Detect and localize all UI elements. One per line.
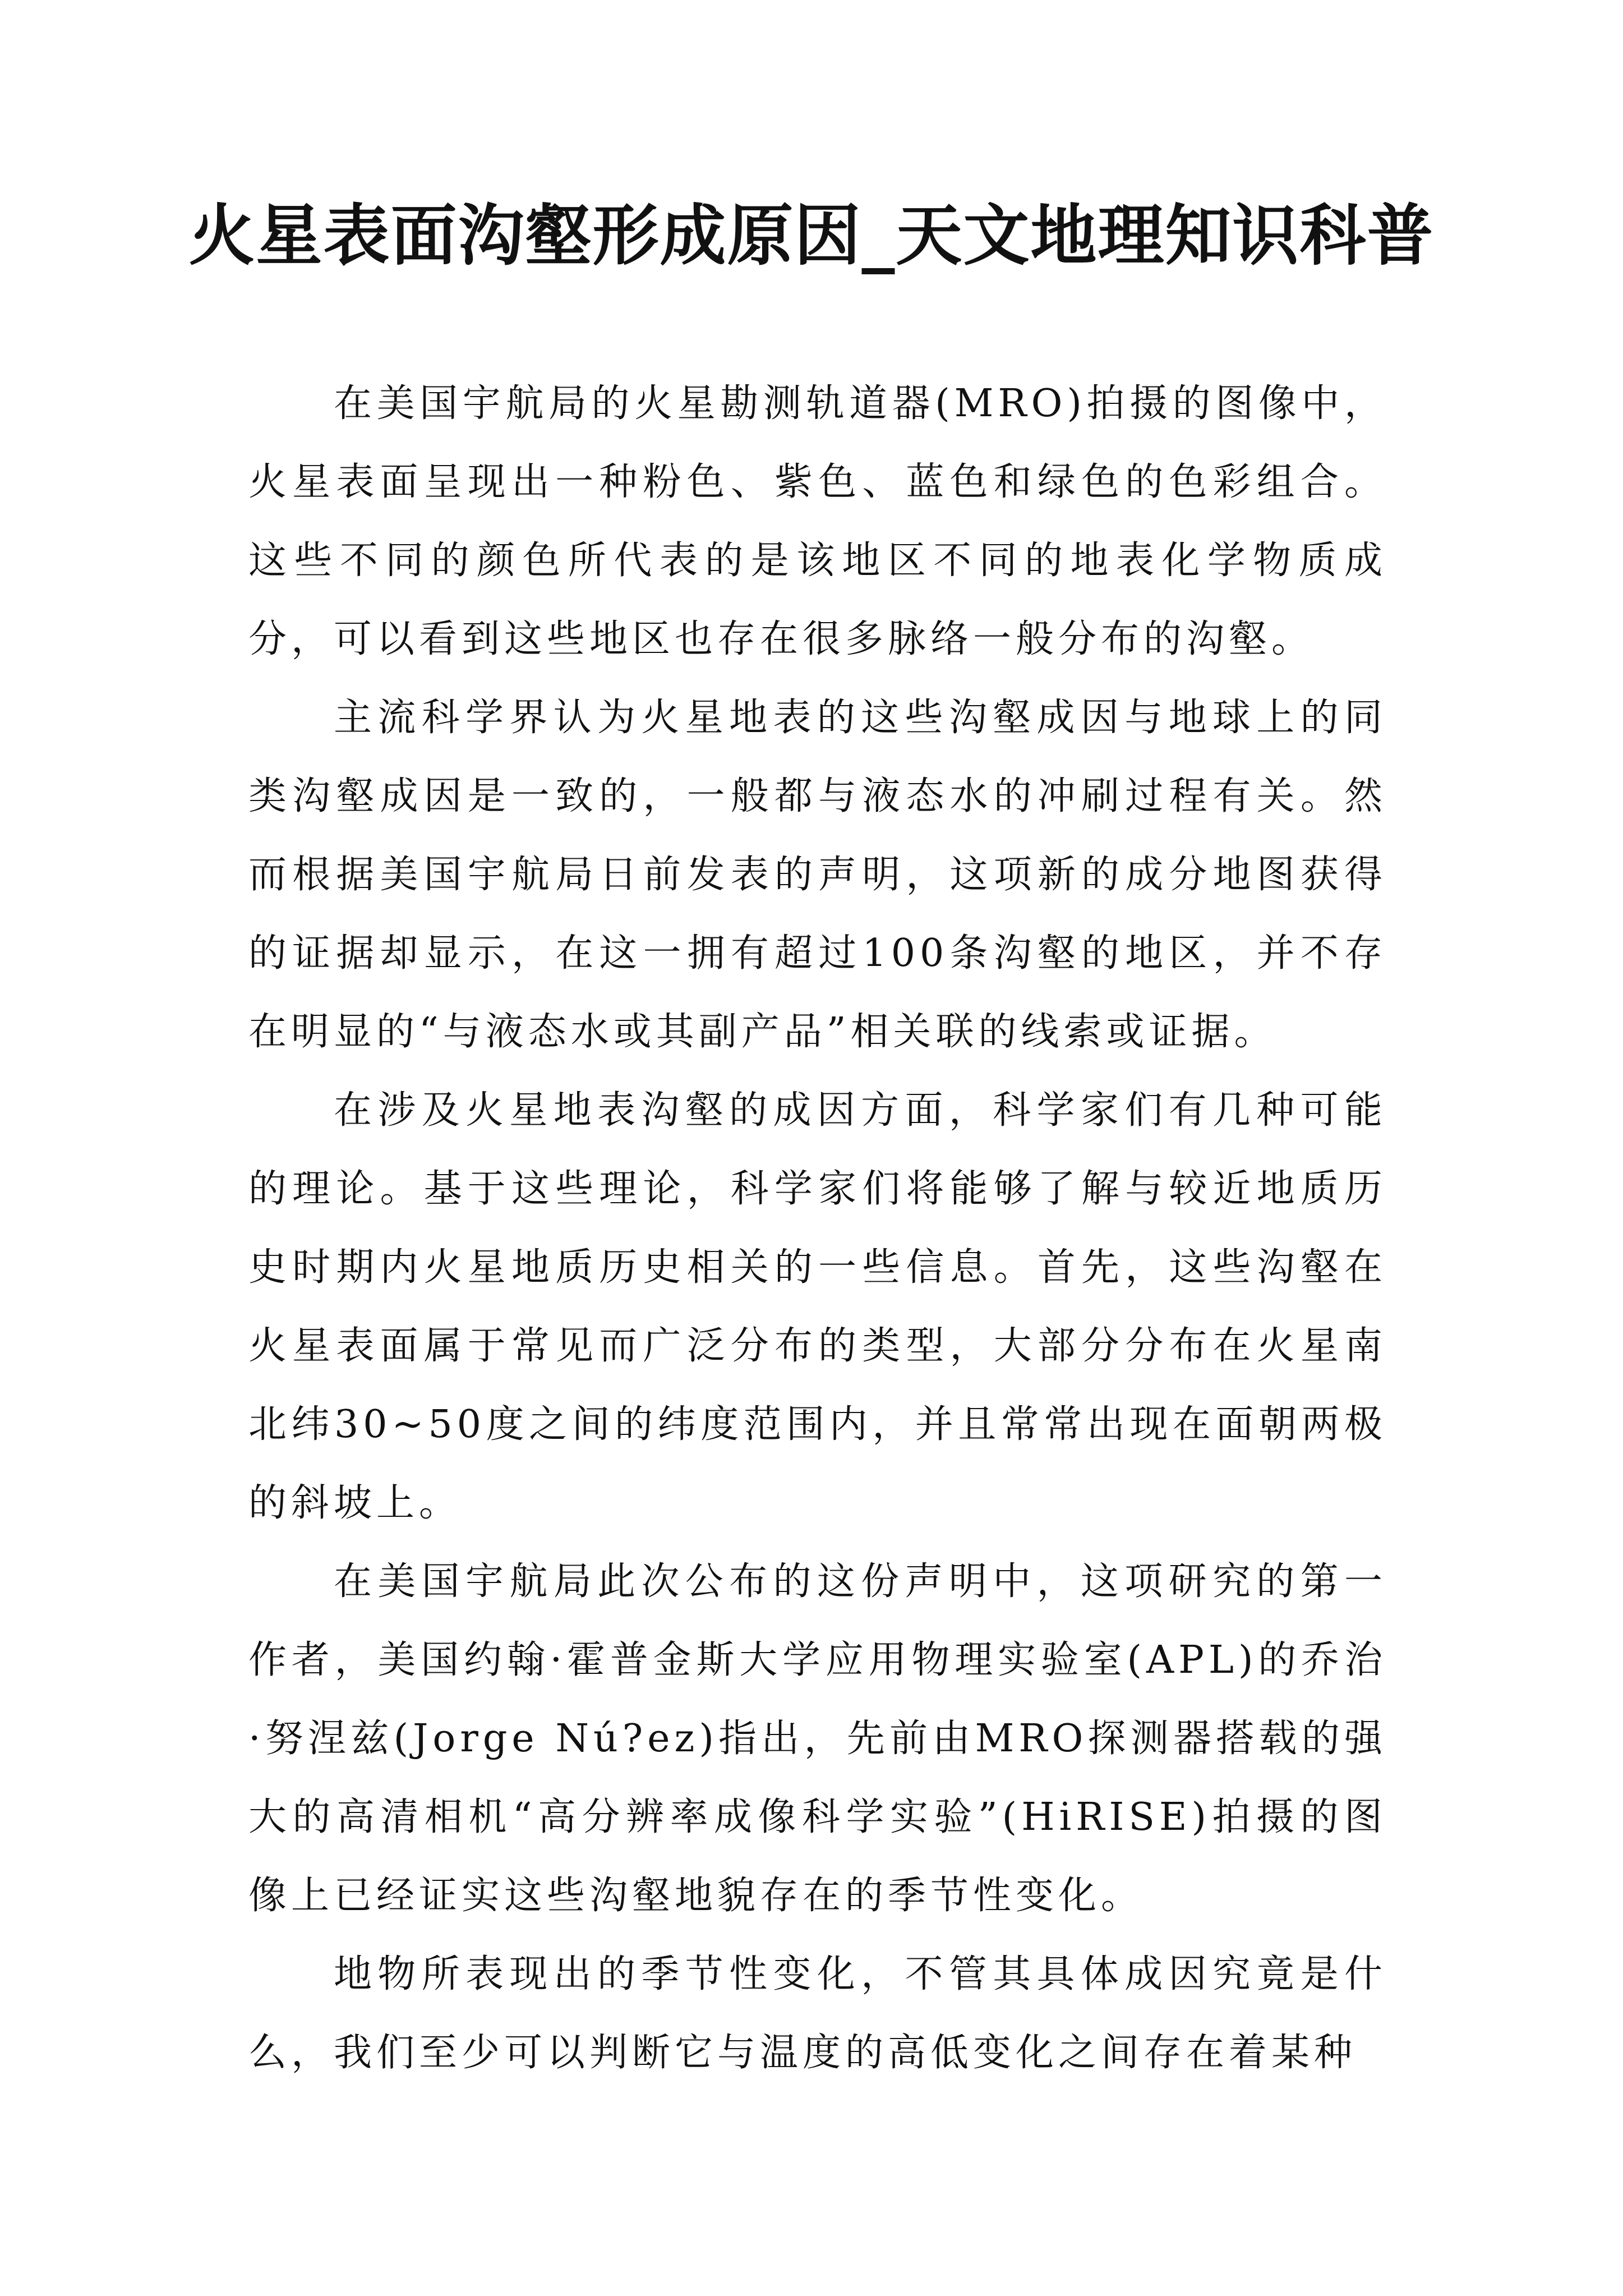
paragraph: 在涉及火星地表沟壑的成因方面，科学家们有几种可能的理论。基于这些理论，科学家们将能够了解与较近地质历史时期内火星地质历史相关的一些信息。首先，这些沟壑在火星表面属于常见而广泛分布的类型，大部分分布在火星南北纬30~50度之间的纬度范围内，并且常常出现在面朝两极的斜坡上。	[248, 1088, 1387, 1525]
document-body	[248, 365, 1387, 2092]
paragraph: 在美国宇航局此次公布的这份声明中，这项研究的第一作者，美国约翰·霍普金斯大学应用物理实验室(APL)的乔治·努涅兹(Jorge Nú?ez)指出，先前由MRO探测器搭载的强大的高清相机“高分辨率成像科学实验”(HiRISE)拍摄的图像上已经证实这些沟壑地貌存在的季节性变化。	[248, 1559, 1387, 1918]
paragraph: 主流科学界认为火星地表的这些沟壑成因与地球上的同类沟壑成因是一致的，一般都与液态水的冲刷过程有关。然而根据美国宇航局日前发表的声明，这项新的成分地图获得的证据却显示，在这一拥有超过100条沟壑的地区，并不存在明显的“与液态水或其副产品”相关联的线索或证据。	[248, 696, 1387, 1054]
paragraph: 在美国宇航局的火星勘测轨道器(MRO)拍摄的图像中，火星表面呈现出一种粉色、紫色、蓝色和绿色的色彩组合。这些不同的颜色所代表的是该地区不同的地表化学物质成分，可以看到这些地区也存在很多脉络一般分布的沟壑。	[248, 381, 1387, 661]
document-title: 火星表面沟壑形成原因_天文地理知识科普	[188, 196, 1435, 274]
paragraph: 地物所表现出的季节性变化，不管其具体成因究竟是什么，我们至少可以判断它与温度的高低变化之间存在着某种	[248, 1952, 1387, 2075]
